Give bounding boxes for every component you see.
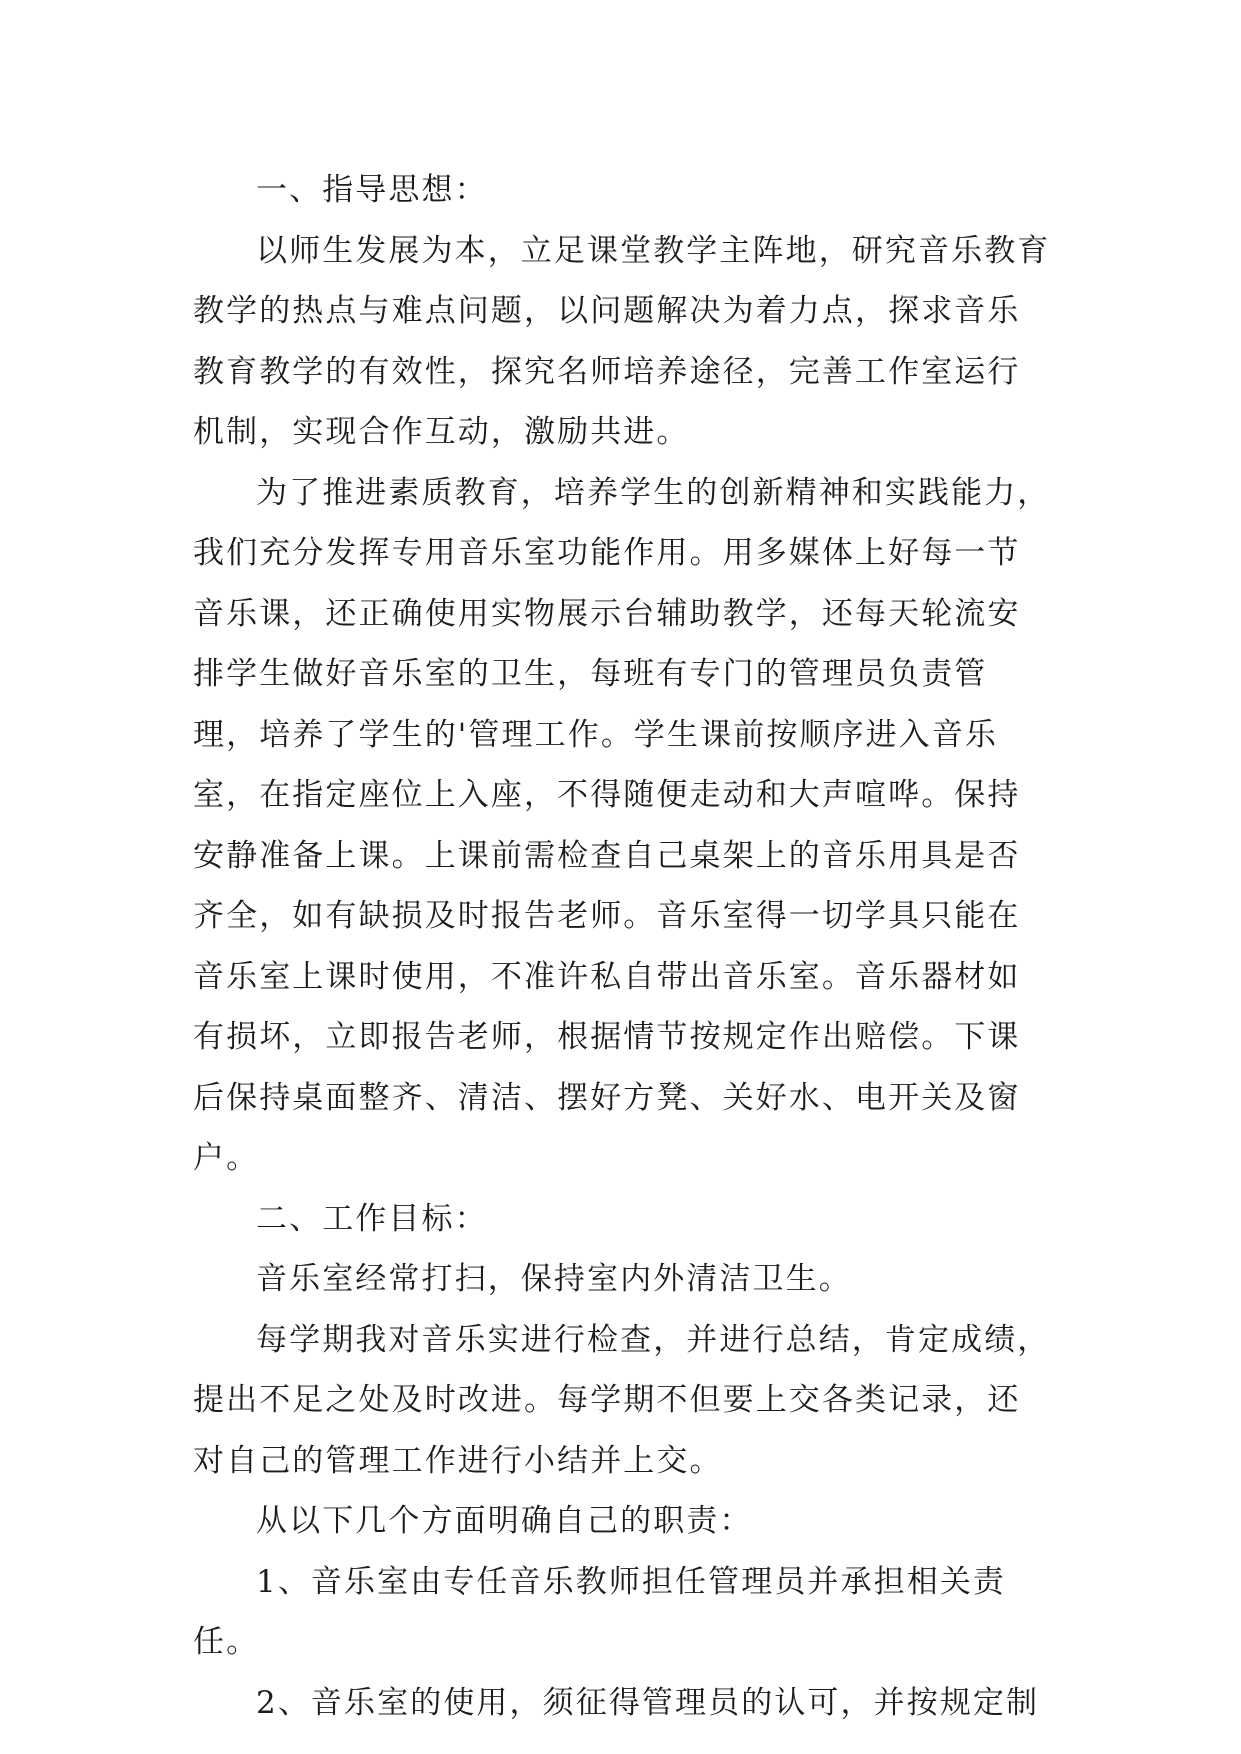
paragraph-inspection: 每学期我对音乐实进行检查，并进行总结，肯定成绩，提出不足之处及时改进。每学期不但要上交各类记录，还对自己的管理工作进行小结并上交。 <box>193 1321 1051 1479</box>
list-item-duty-1: 1、音乐室由专任音乐教师担任管理员并承担相关责任。 <box>193 1563 1007 1660</box>
heading-work-goals: 二、工作目标： <box>256 1200 488 1237</box>
document-body <box>193 160 1053 1733</box>
paragraph-duties-intro: 从以下几个方面明确自己的职责： <box>256 1503 753 1539</box>
list-item-duty-2: 2、音乐室的使用，须征得管理员的认可，并按规定制 <box>256 1684 1040 1721</box>
paragraph-cleaning: 音乐室经常打扫，保持室内外清洁卫生。 <box>256 1261 852 1297</box>
paragraph-guiding-thought: 以师生发展为本，立足课堂教学主阵地，研究音乐教育教学的热点与难点问题，以问题解决为着力点，探求音乐教育教学的有效性，探究名师培养途径，完善工作室运行机制，实现合作互动，激励共进。 <box>193 232 1051 450</box>
heading-guiding-thought: 一、指导思想： <box>256 172 488 208</box>
paragraph-music-room-practice: 为了推进素质教育，培养学生的创新精神和实践能力，我们充分发挥专用音乐室功能作用。用多媒体上好每一节音乐课，还正确使用实物展示台辅助教学，还每天轮流安排学生做好音乐室的卫生，每班有专门的管理员负责管理，培养了学生的'管理工作。学生课前按顺序进入音乐室，在指定座位上入座，不得随便走动和大声喧哗。保持安静准备上课。上课前需检查自己桌架上的音乐用具是否齐全，如有缺损及时报告老师。音乐室得一切学具只能在音乐室上课时使用，不准许私自带出音乐室。音乐器材如有损坏，立即报告老师，根据情节按规定作出赔偿。下课后保持桌面整齐、清洁、摆好方凳、关好水、电开关及窗户。 <box>193 474 1051 1176</box>
